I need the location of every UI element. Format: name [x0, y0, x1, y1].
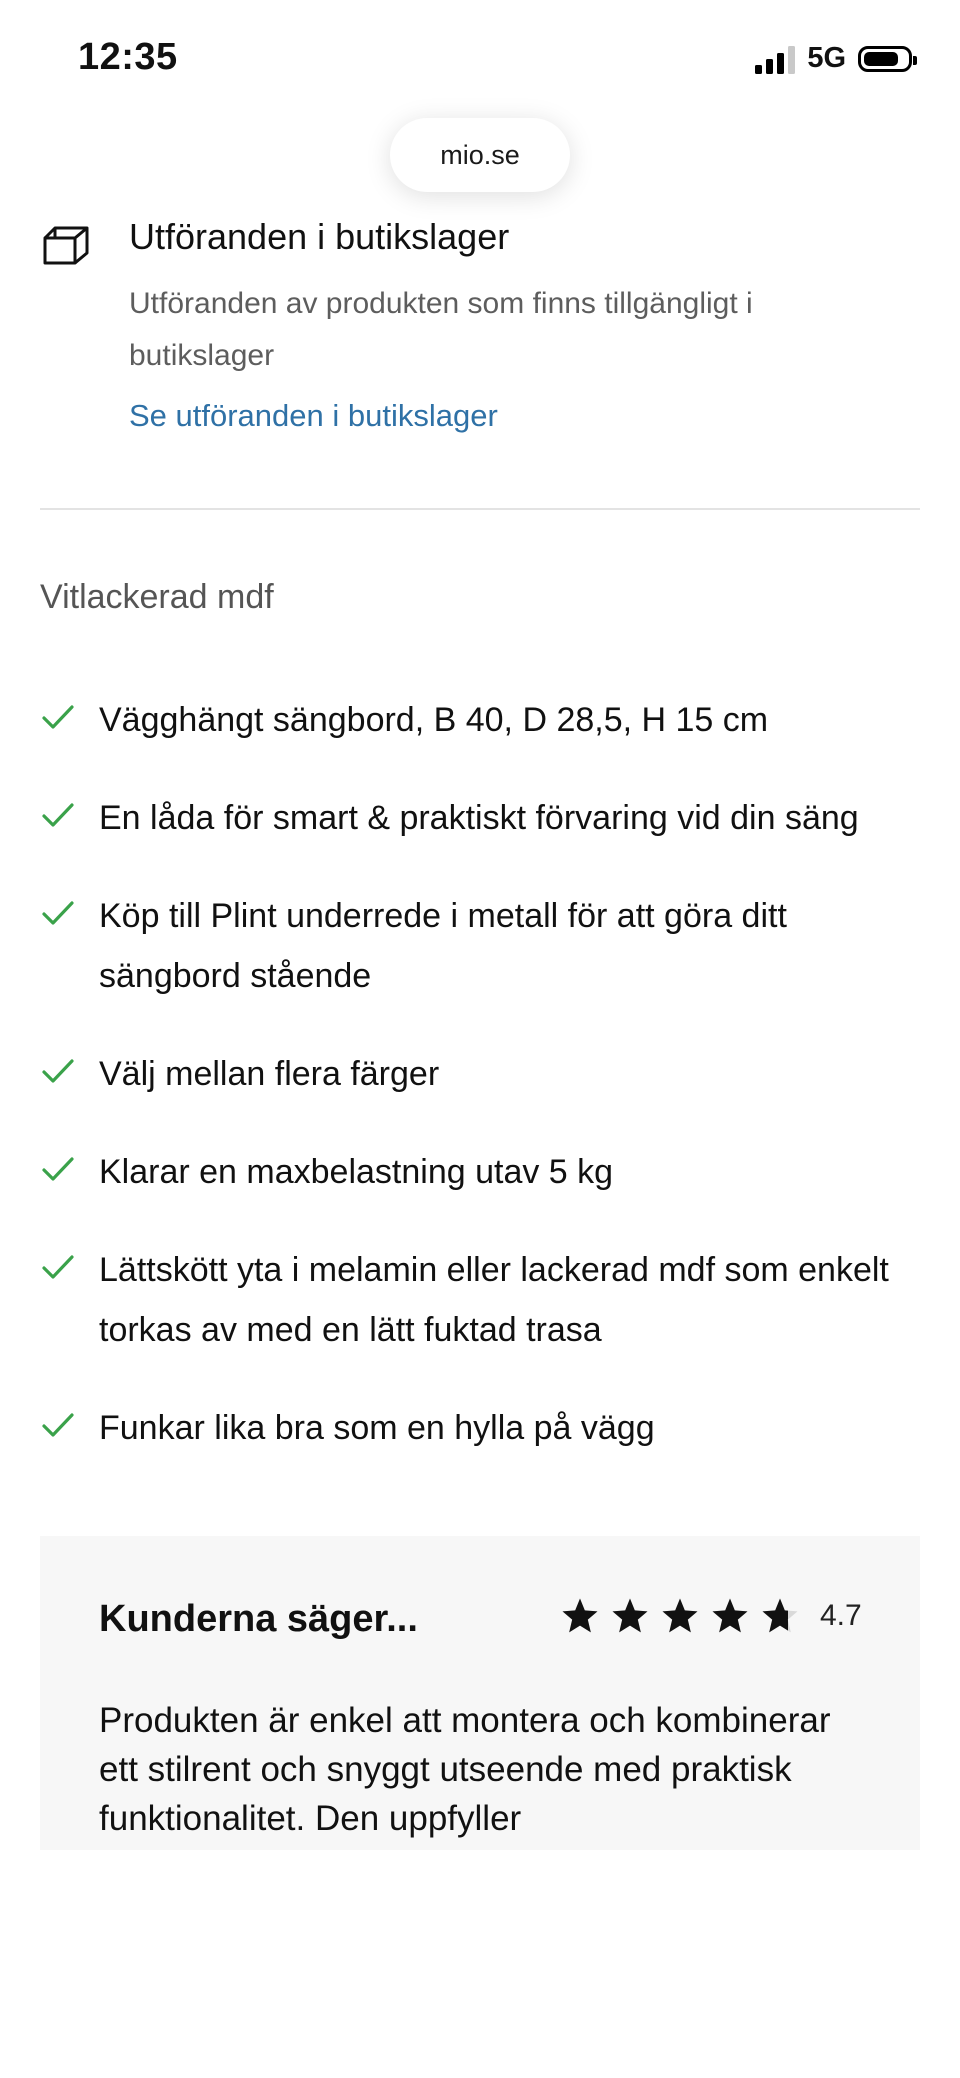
status-bar [0, 0, 960, 110]
feature-item [40, 1044, 920, 1104]
feature-item [40, 788, 920, 848]
cellular-signal-icon [755, 44, 795, 74]
feature-text: Vägghängt sängbord, B 40, D 28,5, H 15 cm [99, 701, 769, 739]
rating-stars [560, 1596, 800, 1636]
battery-icon [858, 46, 912, 72]
check-icon [42, 1058, 74, 1086]
feature-text: Klarar en maxbelastning utav 5 kg [99, 1153, 614, 1191]
review-summary: Produkten är enkel att montera och kombinerar ett stilrent och snyggt utseende med praktisk funktionalitet. Den uppfyller [99, 1701, 831, 1838]
star-full-icon [560, 1596, 600, 1636]
check-icon [42, 802, 74, 830]
check-icon [42, 704, 74, 732]
feature-item [40, 886, 920, 1006]
check-icon [42, 1412, 74, 1440]
reviews-card[interactable] [40, 1536, 920, 1850]
feature-item [40, 690, 920, 750]
feature-list [40, 690, 920, 1496]
star-full-icon [610, 1596, 650, 1636]
feature-text: Köp till Plint underrede i metall för att göra ditt sängbord stående [99, 897, 787, 995]
rating-value: 4.7 [820, 1599, 862, 1632]
status-indicators [755, 42, 912, 75]
feature-text: Lättskött yta i melamin eller lackerad mdf som enkelt torkas av med en lätt fuktad trasa [99, 1251, 889, 1349]
see-store-stock-link[interactable]: Se utföranden i butikslager [129, 398, 498, 433]
product-variant: Vitlackerad mdf [40, 578, 274, 616]
check-icon [42, 1156, 74, 1184]
rating[interactable] [560, 1596, 862, 1636]
check-icon [42, 1254, 74, 1282]
reviews-title: Kunderna säger... [99, 1598, 418, 1640]
feature-item [40, 1398, 920, 1458]
store-stock-description: Utföranden av produkten som finns tillgängligt i butikslager [129, 287, 753, 372]
section-divider [40, 508, 920, 510]
star-partial-icon [760, 1596, 800, 1636]
check-icon [42, 900, 74, 928]
status-time: 12:35 [78, 36, 178, 78]
star-full-icon [710, 1596, 750, 1636]
feature-text: Välj mellan flera färger [99, 1055, 440, 1093]
url-bar[interactable]: mio.se [390, 118, 570, 192]
feature-item [40, 1240, 920, 1360]
feature-text: Funkar lika bra som en hylla på vägg [99, 1409, 655, 1447]
network-type: 5G [807, 42, 846, 74]
store-box-icon [42, 224, 90, 266]
feature-item [40, 1142, 920, 1202]
star-full-icon [660, 1596, 700, 1636]
store-stock-title: Utföranden i butikslager [129, 216, 510, 257]
feature-text: En låda för smart & praktiskt förvaring vid din säng [99, 799, 859, 837]
battery-level [864, 52, 898, 66]
